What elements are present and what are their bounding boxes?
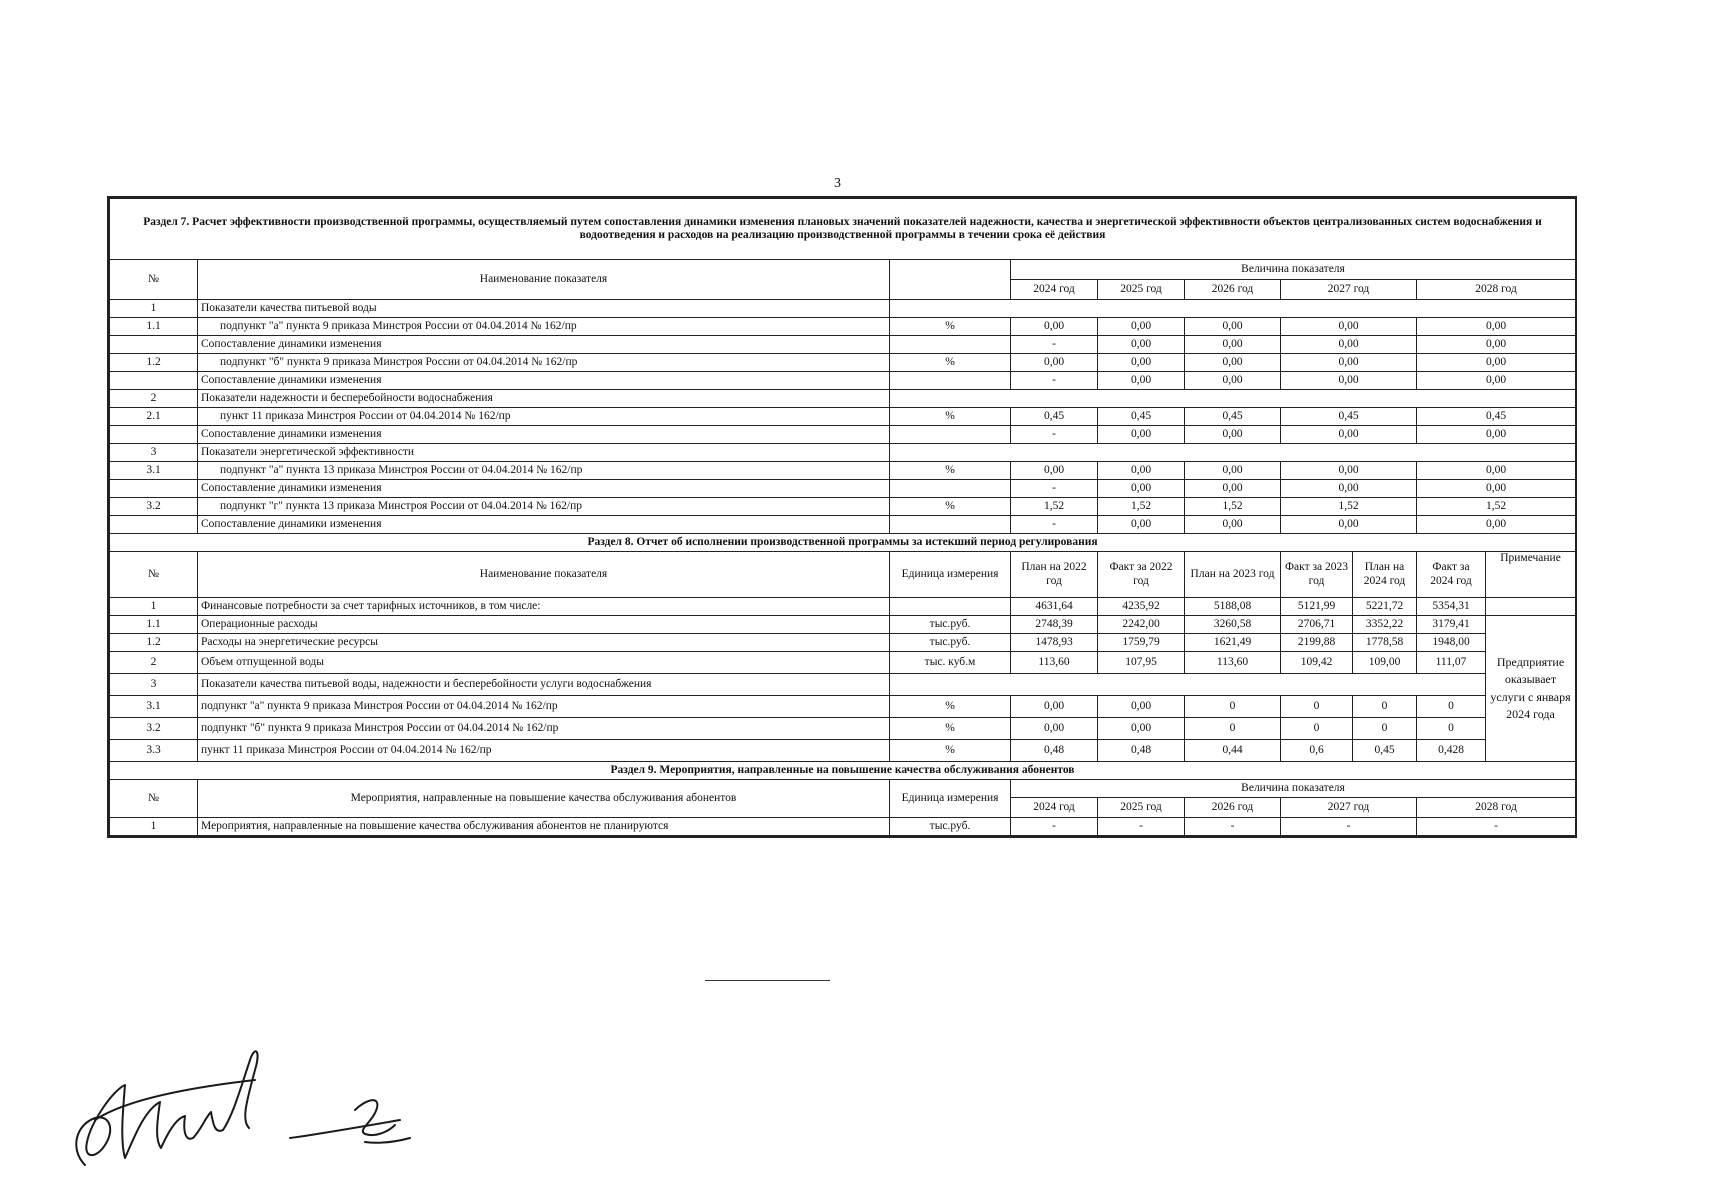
- value-cell: 0,00: [1417, 480, 1576, 498]
- value-cell: 0,45: [1011, 408, 1098, 426]
- note-empty: [1486, 598, 1576, 616]
- value-cell: 1759,79: [1098, 634, 1185, 652]
- section7-table-row: [110, 300, 1576, 318]
- group-fill: [890, 674, 1486, 696]
- section7-title: Раздел 7. Расчет эффективности производственной программы, осуществляемый путем сопоставления динамики изменения плановых значений показателей надежности, качества и энергетической эффективности объектов централизованных систем водоснабжения и водоотведения и расходов на реализацию производственной программы в течении срока её действия: [110, 199, 1576, 260]
- report-table: [109, 198, 1576, 836]
- section7-colhead-row: [110, 260, 1576, 280]
- section7-table-row: [110, 516, 1576, 534]
- row-unit: [890, 516, 1011, 534]
- section7-header-row: [110, 199, 1576, 260]
- section9-col-unit: Единица измерения: [890, 780, 1011, 818]
- row-unit: [890, 480, 1011, 498]
- value-cell: 0,00: [1281, 426, 1417, 444]
- value-cell: 0: [1185, 718, 1281, 740]
- section8-table-row: [110, 598, 1576, 616]
- section9-col-value: Величина показателя: [1011, 780, 1576, 798]
- row-number: 1.1: [110, 318, 198, 336]
- value-cell: 111,07: [1417, 652, 1486, 674]
- value-cell: 0,428: [1417, 740, 1486, 762]
- value-cell: 107,95: [1098, 652, 1185, 674]
- row-unit: %: [890, 740, 1011, 762]
- value-cell: -: [1011, 426, 1098, 444]
- value-cell: 0,00: [1417, 516, 1576, 534]
- section7-year: 2025 год: [1098, 280, 1185, 300]
- value-cell: 0,00: [1417, 372, 1576, 390]
- section9-year: 2026 год: [1185, 798, 1281, 818]
- value-cell: 0,00: [1098, 696, 1185, 718]
- row-name: Показатели качества питьевой воды: [198, 300, 890, 318]
- value-cell: 0: [1281, 696, 1353, 718]
- section7-table-row: [110, 498, 1576, 516]
- row-number: 1: [110, 598, 198, 616]
- value-cell: 2242,00: [1098, 616, 1185, 634]
- group-fill: [890, 444, 1576, 462]
- section7-table-row: [110, 462, 1576, 480]
- row-unit: тыс.руб.: [890, 634, 1011, 652]
- value-cell: 1,52: [1417, 498, 1576, 516]
- value-cell: 0,00: [1098, 336, 1185, 354]
- value-cell: 1,52: [1281, 498, 1417, 516]
- row-number: 3: [110, 444, 198, 462]
- end-rule: [705, 980, 830, 981]
- value-cell: 0: [1353, 718, 1417, 740]
- section7-table-row: [110, 372, 1576, 390]
- row-number: 2.1: [110, 408, 198, 426]
- section7-year: 2024 год: [1011, 280, 1098, 300]
- value-cell: 3352,22: [1353, 616, 1417, 634]
- row-number: 1: [110, 818, 198, 836]
- section9-year: 2027 год: [1281, 798, 1417, 818]
- section8-title: Раздел 8. Отчет об исполнении производственной программы за истекший период регулирования: [110, 534, 1576, 552]
- row-name: Мероприятия, направленные на повышение качества обслуживания абонентов не планируются: [198, 818, 890, 836]
- row-unit: [890, 372, 1011, 390]
- value-cell: 0,00: [1011, 718, 1098, 740]
- value-cell: -: [1011, 336, 1098, 354]
- row-name: подпункт "а" пункта 9 приказа Минстроя России от 04.04.2014 № 162/пр: [198, 696, 890, 718]
- row-unit: %: [890, 696, 1011, 718]
- row-unit: тыс.руб.: [890, 616, 1011, 634]
- value-cell: 3260,58: [1185, 616, 1281, 634]
- value-cell: -: [1417, 818, 1576, 836]
- row-unit: %: [890, 408, 1011, 426]
- value-cell: 0,00: [1011, 462, 1098, 480]
- value-cell: 113,60: [1185, 652, 1281, 674]
- section8-table-row: [110, 674, 1576, 696]
- value-cell: 2748,39: [1011, 616, 1098, 634]
- row-number: 3.2: [110, 498, 198, 516]
- row-name: Объем отпущенной воды: [198, 652, 890, 674]
- value-cell: 113,60: [1011, 652, 1098, 674]
- value-cell: 0,00: [1185, 336, 1281, 354]
- row-name: подпункт "б" пункта 9 приказа Минстроя России от 04.04.2014 № 162/пр: [198, 354, 890, 372]
- row-name: Показатели надежности и бесперебойности водоснабжения: [198, 390, 890, 408]
- value-cell: 0,00: [1185, 318, 1281, 336]
- row-unit: [890, 336, 1011, 354]
- value-cell: 0,00: [1011, 696, 1098, 718]
- section9-year: 2025 год: [1098, 798, 1185, 818]
- value-cell: 0,45: [1353, 740, 1417, 762]
- section8-title-row: [110, 534, 1576, 552]
- value-cell: -: [1011, 372, 1098, 390]
- section7-col-unit: [890, 260, 1011, 300]
- section8-col-note: Примечание: [1486, 552, 1576, 598]
- value-cell: 0,00: [1281, 480, 1417, 498]
- report-table-frame: [107, 196, 1577, 838]
- row-unit: %: [890, 498, 1011, 516]
- section8-col-name: Наименование показателя: [198, 552, 890, 598]
- value-cell: 109,42: [1281, 652, 1353, 674]
- row-number: [110, 516, 198, 534]
- row-unit: %: [890, 354, 1011, 372]
- value-cell: 109,00: [1353, 652, 1417, 674]
- value-cell: 4235,92: [1098, 598, 1185, 616]
- value-cell: 0,00: [1281, 336, 1417, 354]
- value-cell: 0,44: [1185, 740, 1281, 762]
- value-cell: 0,00: [1185, 426, 1281, 444]
- section7-year: 2028 год: [1417, 280, 1576, 300]
- row-name: подпункт "б" пункта 9 приказа Минстроя России от 04.04.2014 № 162/пр: [198, 718, 890, 740]
- row-unit: тыс. куб.м: [890, 652, 1011, 674]
- value-cell: 0,00: [1417, 354, 1576, 372]
- row-name: Сопоставление динамики изменения: [198, 516, 890, 534]
- value-cell: 0,00: [1098, 480, 1185, 498]
- group-fill: [890, 390, 1576, 408]
- value-cell: 0,45: [1098, 408, 1185, 426]
- section9-col-name: Мероприятия, направленные на повышение качества обслуживания абонентов: [198, 780, 890, 818]
- value-cell: 0,00: [1098, 718, 1185, 740]
- row-number: 3.1: [110, 696, 198, 718]
- section8-col-period: План на 2024 год: [1353, 552, 1417, 598]
- value-cell: 0,00: [1417, 426, 1576, 444]
- value-cell: 1948,00: [1417, 634, 1486, 652]
- row-number: [110, 372, 198, 390]
- row-name: Операционные расходы: [198, 616, 890, 634]
- section8-col-period: План на 2023 год: [1185, 552, 1281, 598]
- value-cell: 0,00: [1281, 462, 1417, 480]
- value-cell: -: [1011, 516, 1098, 534]
- section9-colhead-row: [110, 780, 1576, 798]
- row-number: 3.3: [110, 740, 198, 762]
- value-cell: 0,00: [1185, 480, 1281, 498]
- section7-col-name: Наименование показателя: [198, 260, 890, 300]
- row-name: Сопоставление динамики изменения: [198, 372, 890, 390]
- value-cell: 5188,08: [1185, 598, 1281, 616]
- row-name: Сопоставление динамики изменения: [198, 336, 890, 354]
- row-number: 1.1: [110, 616, 198, 634]
- section7-year: 2027 год: [1281, 280, 1417, 300]
- section8-table-row: [110, 652, 1576, 674]
- row-number: 2: [110, 390, 198, 408]
- section9-year: 2024 год: [1011, 798, 1098, 818]
- page-number: 3: [834, 176, 841, 191]
- section9-title: Раздел 9. Мероприятия, направленные на повышение качества обслуживания абонентов: [110, 762, 1576, 780]
- row-number: 2: [110, 652, 198, 674]
- value-cell: 0: [1353, 696, 1417, 718]
- section8-table-row: [110, 718, 1576, 740]
- value-cell: -: [1281, 818, 1417, 836]
- section8-table-row: [110, 616, 1576, 634]
- value-cell: 1,52: [1011, 498, 1098, 516]
- section8-col-period: Факт за 2024 год: [1417, 552, 1486, 598]
- section7-table-row: [110, 336, 1576, 354]
- row-number: 1.2: [110, 354, 198, 372]
- value-cell: 0,45: [1281, 408, 1417, 426]
- value-cell: -: [1011, 480, 1098, 498]
- value-cell: 0,00: [1281, 372, 1417, 390]
- value-cell: 0,00: [1098, 318, 1185, 336]
- value-cell: 0: [1281, 718, 1353, 740]
- row-name: Финансовые потребности за счет тарифных источников, в том числе:: [198, 598, 890, 616]
- section8-table-row: [110, 740, 1576, 762]
- value-cell: 0,00: [1011, 354, 1098, 372]
- value-cell: 3179,41: [1417, 616, 1486, 634]
- section8-col-period: План на 2022 год: [1011, 552, 1098, 598]
- row-name: Расходы на энергетические ресурсы: [198, 634, 890, 652]
- section9-year: 2028 год: [1417, 798, 1576, 818]
- section8-colhead-row: [110, 552, 1576, 598]
- value-cell: 0,00: [1281, 354, 1417, 372]
- section8-table-row: [110, 634, 1576, 652]
- section7-table-row: [110, 354, 1576, 372]
- section8-note: Предприятие оказывает услуги с января 2024 года: [1486, 616, 1576, 762]
- value-cell: 1778,58: [1353, 634, 1417, 652]
- row-name: подпункт "а" пункта 9 приказа Минстроя России от 04.04.2014 № 162/пр: [198, 318, 890, 336]
- section8-table-row: [110, 696, 1576, 718]
- value-cell: 1,52: [1185, 498, 1281, 516]
- row-number: [110, 426, 198, 444]
- value-cell: 5221,72: [1353, 598, 1417, 616]
- value-cell: 0,00: [1417, 318, 1576, 336]
- value-cell: 0: [1417, 696, 1486, 718]
- value-cell: -: [1098, 818, 1185, 836]
- section7-table-row: [110, 408, 1576, 426]
- value-cell: 0,48: [1011, 740, 1098, 762]
- value-cell: 5121,99: [1281, 598, 1353, 616]
- value-cell: 1621,49: [1185, 634, 1281, 652]
- section8-col-no: №: [110, 552, 198, 598]
- value-cell: 4631,64: [1011, 598, 1098, 616]
- value-cell: 0,00: [1417, 336, 1576, 354]
- value-cell: 0,00: [1098, 462, 1185, 480]
- section8-col-unit: Единица измерения: [890, 552, 1011, 598]
- group-fill: [890, 300, 1576, 318]
- section8-col-period: Факт за 2023 год: [1281, 552, 1353, 598]
- row-unit: [890, 426, 1011, 444]
- value-cell: 0,00: [1281, 318, 1417, 336]
- value-cell: 0,00: [1185, 354, 1281, 372]
- row-unit: [890, 598, 1011, 616]
- row-number: [110, 480, 198, 498]
- value-cell: 0,00: [1098, 372, 1185, 390]
- value-cell: 0,00: [1011, 318, 1098, 336]
- row-number: 1.2: [110, 634, 198, 652]
- section9-title-row: [110, 762, 1576, 780]
- row-name: Показатели энергетической эффективности: [198, 444, 890, 462]
- value-cell: 0,00: [1098, 516, 1185, 534]
- section7-col-no: №: [110, 260, 198, 300]
- section9-col-no: №: [110, 780, 198, 818]
- row-unit: %: [890, 318, 1011, 336]
- row-name: пункт 11 приказа Минстроя России от 04.04.2014 № 162/пр: [198, 740, 890, 762]
- handwritten-signature: [65, 1030, 425, 1180]
- row-name: Сопоставление динамики изменения: [198, 426, 890, 444]
- value-cell: 0,00: [1098, 354, 1185, 372]
- section7-table-row: [110, 444, 1576, 462]
- section7-table-row: [110, 426, 1576, 444]
- row-number: [110, 336, 198, 354]
- section8-col-period: Факт за 2022 год: [1098, 552, 1185, 598]
- value-cell: 0,00: [1185, 516, 1281, 534]
- value-cell: -: [1011, 818, 1098, 836]
- value-cell: -: [1185, 818, 1281, 836]
- value-cell: 0,45: [1417, 408, 1576, 426]
- section7-col-value: Величина показателя: [1011, 260, 1576, 280]
- section9-table-row: [110, 818, 1576, 836]
- value-cell: 0,48: [1098, 740, 1185, 762]
- row-number: 1: [110, 300, 198, 318]
- value-cell: 0,00: [1185, 372, 1281, 390]
- value-cell: 0,00: [1417, 462, 1576, 480]
- value-cell: 1478,93: [1011, 634, 1098, 652]
- value-cell: 0,00: [1185, 462, 1281, 480]
- row-name: Сопоставление динамики изменения: [198, 480, 890, 498]
- value-cell: 0: [1185, 696, 1281, 718]
- row-unit: тыс.руб.: [890, 818, 1011, 836]
- value-cell: 2199,88: [1281, 634, 1353, 652]
- value-cell: 2706,71: [1281, 616, 1353, 634]
- value-cell: 0,6: [1281, 740, 1353, 762]
- value-cell: 5354,31: [1417, 598, 1486, 616]
- value-cell: 0,00: [1281, 516, 1417, 534]
- value-cell: 0: [1417, 718, 1486, 740]
- section7-year: 2026 год: [1185, 280, 1281, 300]
- row-name: Показатели качества питьевой воды, надежности и бесперебойности услуги водоснабжения: [198, 674, 890, 696]
- section7-table-row: [110, 390, 1576, 408]
- value-cell: 0,00: [1098, 426, 1185, 444]
- section7-table-row: [110, 480, 1576, 498]
- row-number: 3.2: [110, 718, 198, 740]
- row-name: подпункт "г" пункта 13 приказа Минстроя России от 04.04.2014 № 162/пр: [198, 498, 890, 516]
- value-cell: 1,52: [1098, 498, 1185, 516]
- row-unit: %: [890, 462, 1011, 480]
- section7-table-row: [110, 318, 1576, 336]
- value-cell: 0,45: [1185, 408, 1281, 426]
- row-name: подпункт "а" пункта 13 приказа Минстроя России от 04.04.2014 № 162/пр: [198, 462, 890, 480]
- row-name: пункт 11 приказа Минстроя России от 04.04.2014 № 162/пр: [198, 408, 890, 426]
- row-number: 3: [110, 674, 198, 696]
- row-unit: %: [890, 718, 1011, 740]
- row-number: 3.1: [110, 462, 198, 480]
